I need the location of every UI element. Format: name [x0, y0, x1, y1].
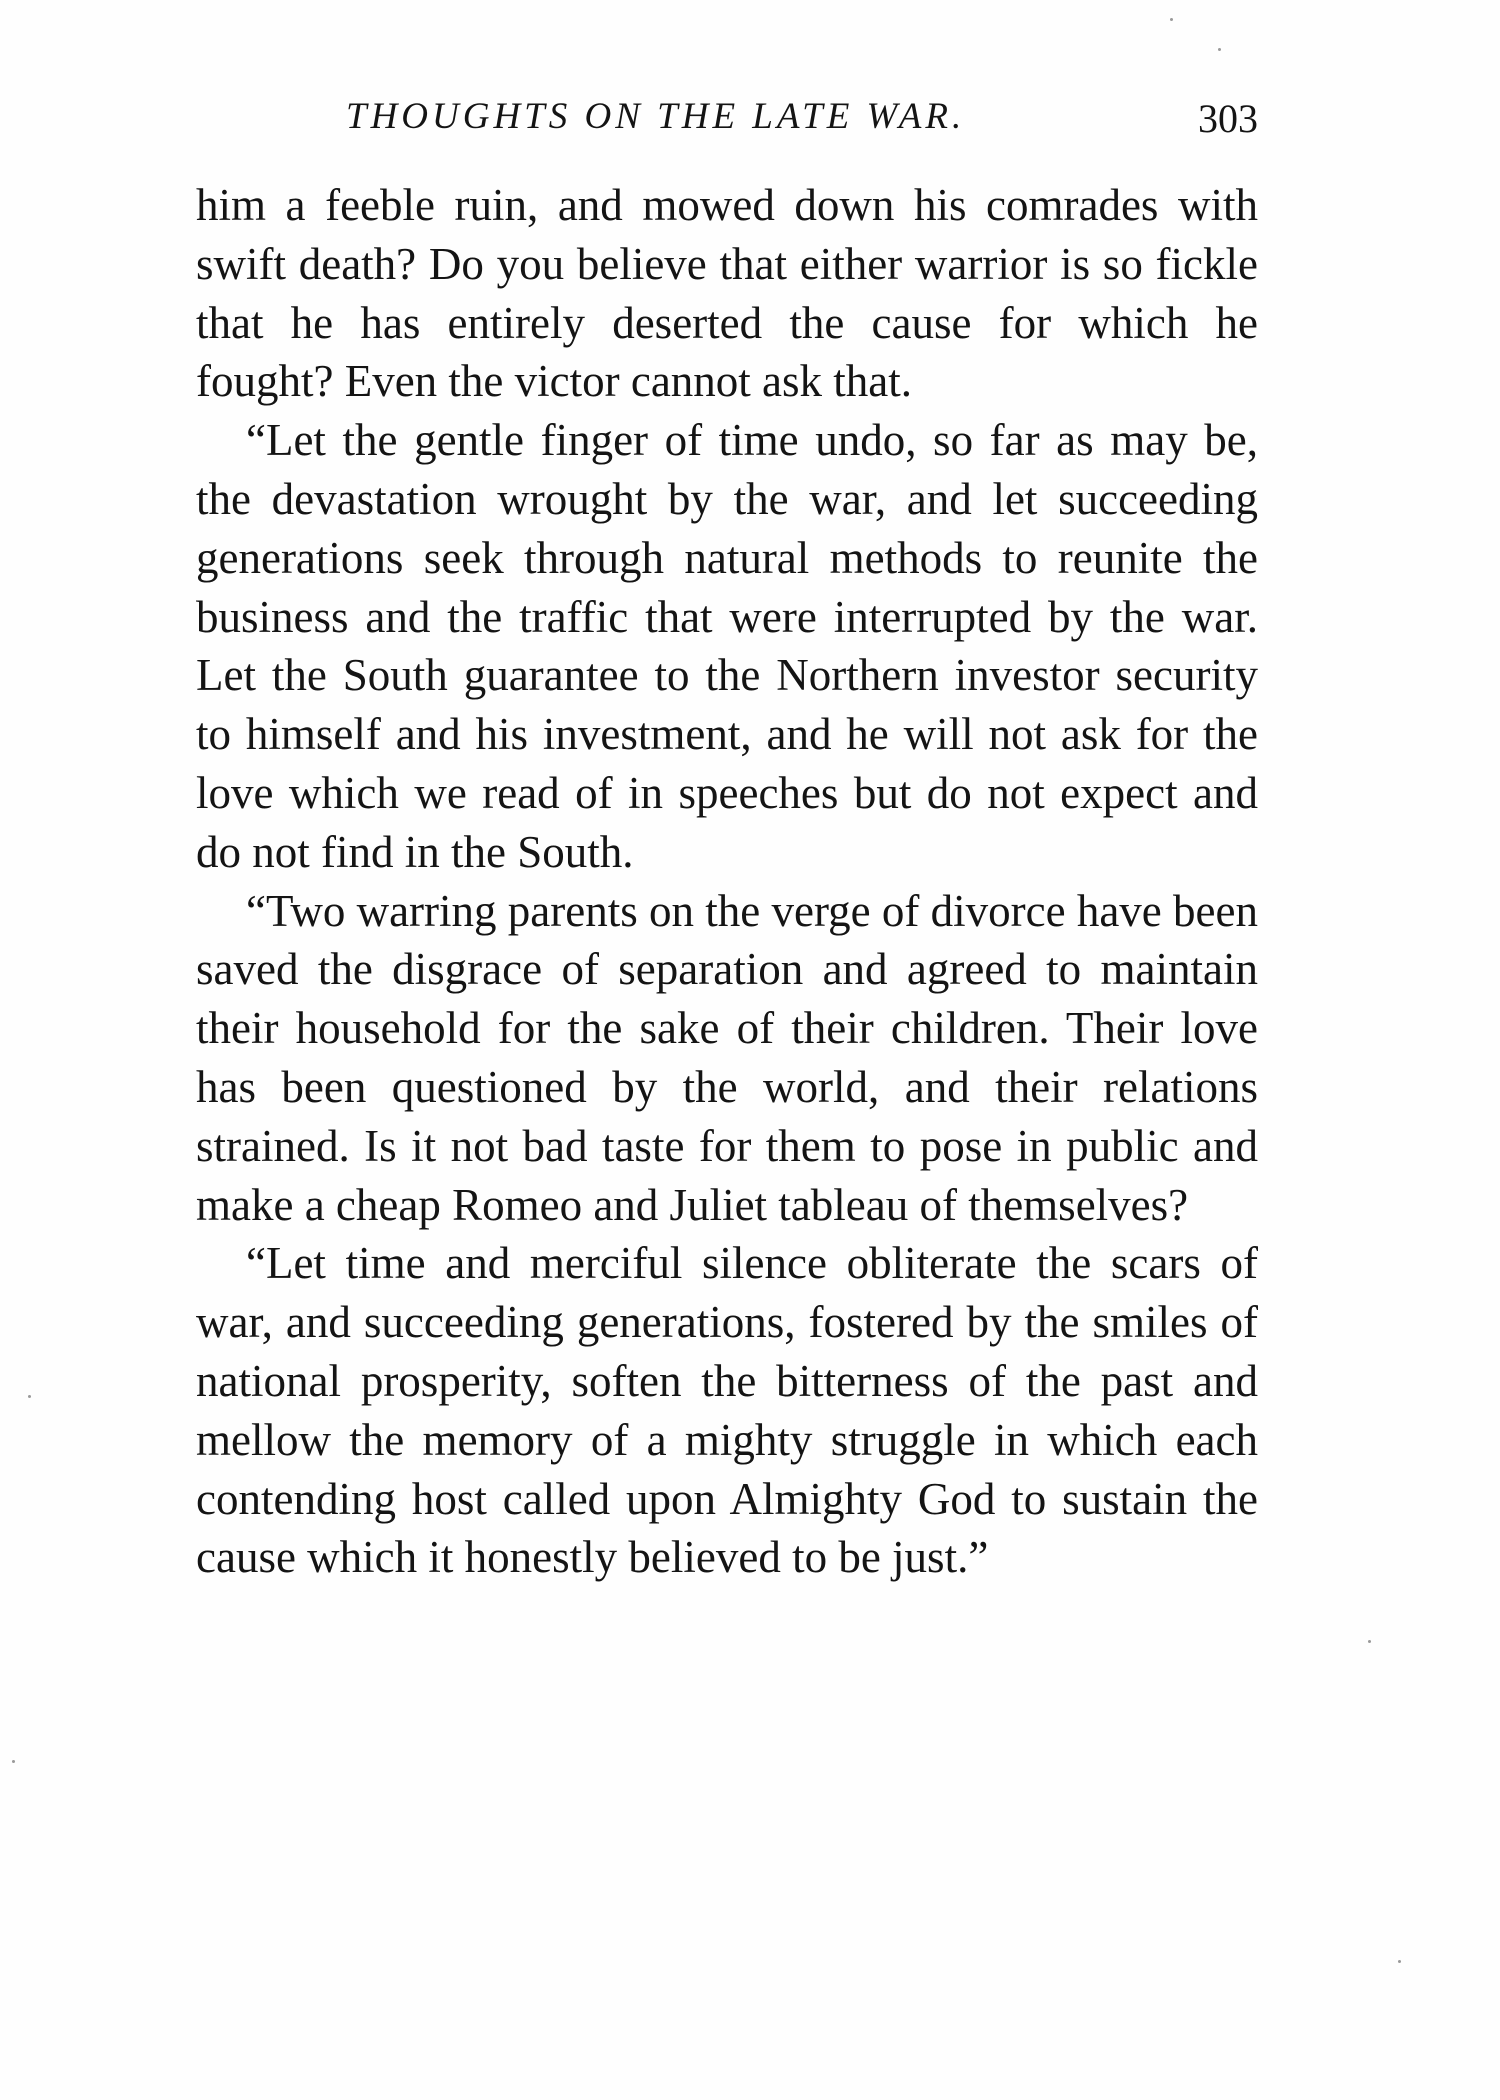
paper-speck	[1368, 1640, 1371, 1643]
running-head	[196, 95, 1258, 155]
page-number: 303	[1198, 96, 1258, 141]
body-text	[196, 176, 1258, 1587]
paper-speck	[1170, 18, 1173, 21]
paper-speck	[12, 1760, 15, 1763]
paper-speck	[28, 1395, 31, 1398]
running-title: THOUGHTS ON THE LATE WAR.	[346, 96, 966, 137]
paper-speck	[1398, 1960, 1401, 1963]
paragraph-continued: him a feeble ruin, and mowed down his comrades with swift death? Do you believe that either warrior is so fickle that he has entirely deserted the cause for which he fought? Even the victor cannot ask that.	[196, 180, 1258, 407]
paragraph: “Let the gentle finger of time undo, so far as may be, the devastation wrought by the war, and let succeeding generations seek through natural methods to reunite the business and the traffic that were interrupted by the war. Let the South guarantee to the Northern investor security to himself and his investment, and he will not ask for the love which we read of in speeches but do not expect and do not find in the South.	[196, 415, 1258, 877]
paragraph: “Let time and merciful silence obliterate the scars of war, and succeeding generations, fostered by the smiles of national prosperity, soften the bitterness of the past and mellow the memory of a mighty struggle in which each contending host called upon Almighty God to sustain the cause which it honestly believed to be just.”	[196, 1238, 1258, 1583]
paragraph: “Two warring parents on the verge of divorce have been saved the disgrace of separation and agreed to maintain their household for the sake of their children. Their love has been questioned by the world, and their relations strained. Is it not bad taste for them to pose in public and make a cheap Romeo and Juliet tableau of themselves?	[196, 885, 1258, 1230]
paper-speck	[1218, 48, 1221, 51]
